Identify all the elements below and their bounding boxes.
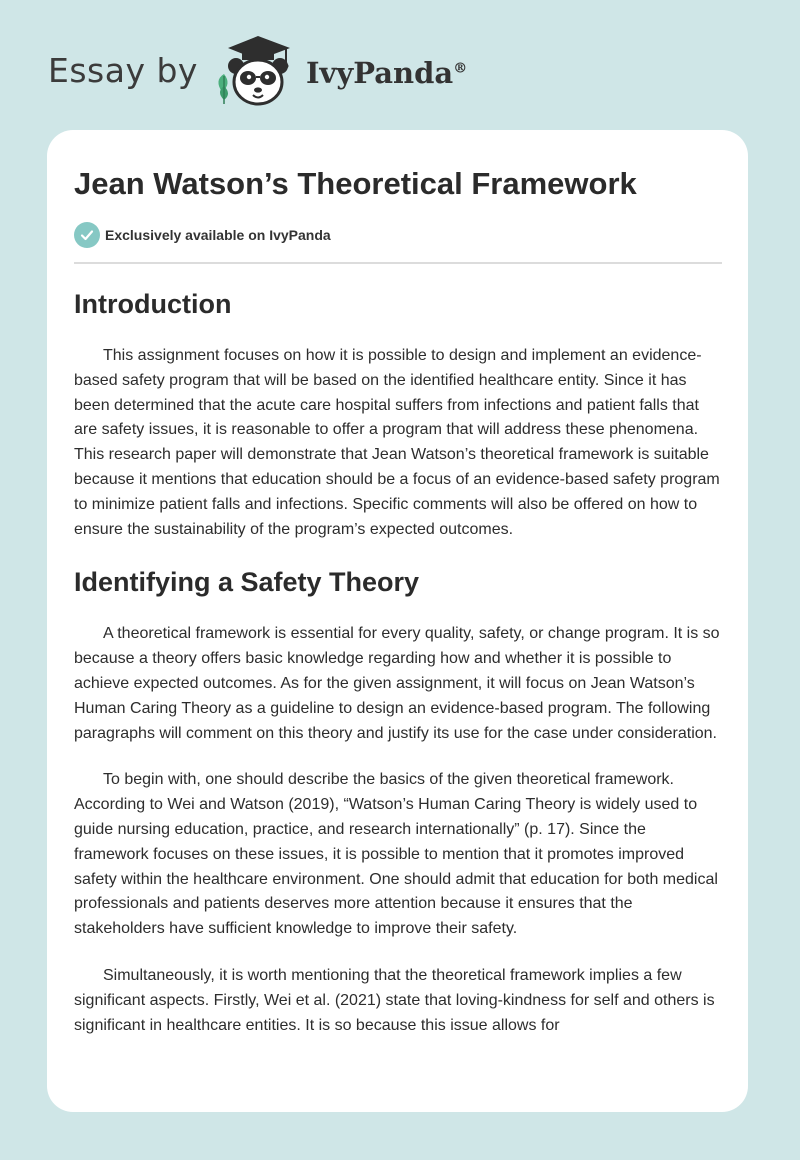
registered-mark: ® xyxy=(453,60,468,77)
brand-name[interactable] xyxy=(306,56,467,90)
title-divider xyxy=(74,262,722,264)
article-card xyxy=(47,130,748,1112)
panda-graduation-cap-logo-icon[interactable] xyxy=(210,30,302,110)
check-icon xyxy=(74,222,100,248)
exclusive-label: Exclusively available on IvyPanda xyxy=(105,227,331,243)
section-heading-identifying-safety-theory: Identifying a Safety Theory xyxy=(74,567,420,598)
paragraph: A theoretical framework is essential for every quality, safety, or change program. It is so because a theory offers basic knowledge regarding how and whether it is possible to achieve expected outcomes. As for the given assignment, it will focus on Jean Watson’s Human Caring Theory as a guideline to design an evidence-based program. The following paragraphs will comment on this theory and justify its use for the case under consideration. xyxy=(74,625,720,742)
brand-name-text: IvyPanda xyxy=(305,56,454,90)
site-header xyxy=(48,30,467,110)
paragraph: This assignment focuses on how it is possible to design and implement an evidence-based safety program that will be based on the identified healthcare entity. Since it has been determined that the acute care hospital suffers from infections and patient falls that are safety issues, it is reasonable to offer a program that will address these phenomena. This research paper will demonstrate that Jean Watson’s theoretical framework is suitable because it mentions that education should be a focus of an evidence-based safety program to minimize patient falls and infections. Specific comments will also be offered on how to ensure the sustainability of the program’s expected outcomes. xyxy=(74,347,720,538)
paragraph: Simultaneously, it is worth mentioning that the theoretical framework implies a few significant aspects. Firstly, Wei et al. (2021) state that loving-kindness for self and others is significant in healthcare entities. It is so because this issue allows for xyxy=(74,966,715,1034)
section-heading-introduction: Introduction xyxy=(74,289,232,319)
page-title: Jean Watson’s Theoretical Framework xyxy=(74,166,637,201)
essay-by-label: Essay by xyxy=(48,50,198,90)
paragraph: To begin with, one should describe the basics of the given theoretical framework. According to Wei and Watson (2019), “Watson’s Human Caring Theory is widely used to guide nursing education, practice, and research internationally” (p. 17). Since the framework focuses on these issues, it is possible to mention that it promotes improved safety within the healthcare environment. One should admit that education for both medical professionals and patients deserves more attention because it ensures that the stakeholders have sufficient knowledge to improve their safety. xyxy=(74,771,718,938)
exclusive-badge xyxy=(74,222,722,248)
